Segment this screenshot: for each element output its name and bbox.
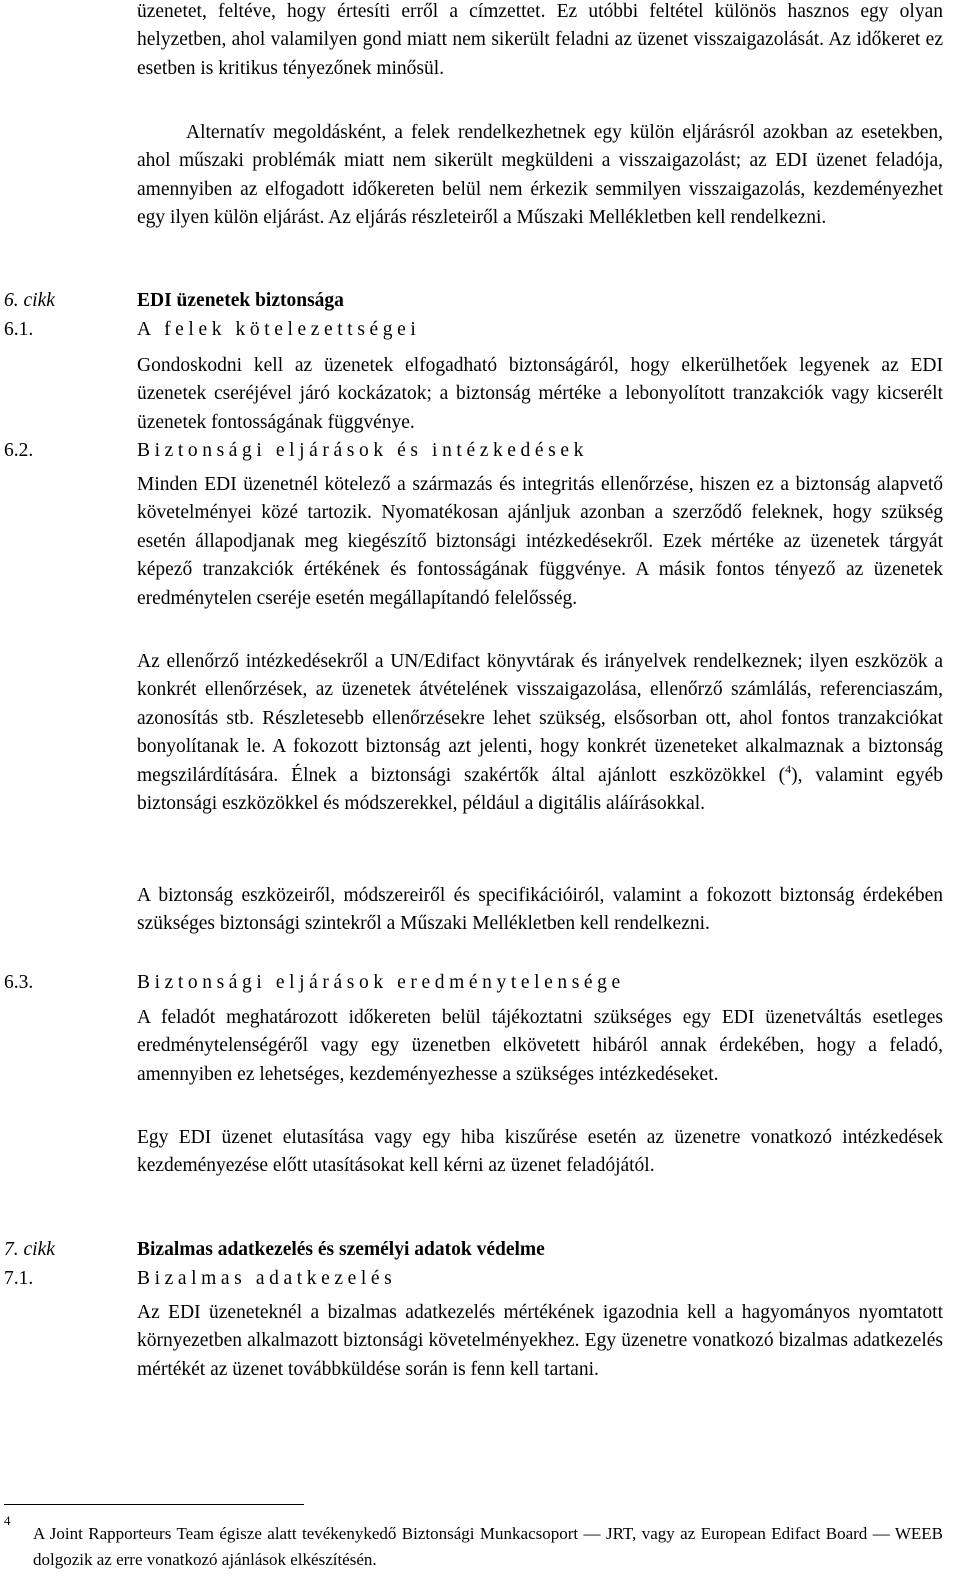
section-6-1-number: 6.1. xyxy=(4,319,34,340)
section-6-2-paragraph-2-text-b: ), valamint egyéb biztonsági eszközökkel és módszerekkel, például a digitális aláírásokkal. xyxy=(137,764,943,815)
intro-paragraph-2: Alternatív megoldásként, a felek rendelkezhetnek egy külön eljárásról azokban az esetekben, ahol műszaki problémák miatt nem sikerült megküldeni a visszaigazolást; az EDI üzenet feladója, amennyiben az elfogadott időkereten belül nem érkezik semmilyen visszaigazolás, kezdeményezhet egy ilyen külön eljárást. Az eljárás részleteiről a Műszaki Mellékletben kell rendelkezni. xyxy=(137,122,943,229)
section-6-2-paragraph-3: A biztonság eszközeiről, módszereiről és specifikációiról, valamint a fokozott biztonság érdekében szükséges biztonsági szintekről a Műszaki Mellékletben kell rendelkezni. xyxy=(137,885,943,935)
article-6-number: 6. cikk xyxy=(4,290,55,311)
footnote-text: A Joint Rapporteurs Team égisze alatt tevékenykedő Biztonsági Munkacsoport — JRT, vagy az European Edifact Board — WEEB dolgozik az erre vonatkozó ajánlások elkészítésén. xyxy=(33,1524,943,1569)
section-7-1-paragraph: Az EDI üzeneteknél a bizalmas adatkezelés mértékének igazodnia kell a hagyományos nyomtatott környezetben alkalmazott biztonsági követelményekhez. Egy üzenetre vonatkozó bizalmas adatkezelés mértékét az üzenet továbbküldése során is fenn kell tartani. xyxy=(137,1302,943,1380)
section-6-3-title: Biztonsági eljárások eredménytelensége xyxy=(137,972,625,993)
section-6-2-paragraph-1: Minden EDI üzenetnél kötelező a származás és integritás ellenőrzése, hiszen ez a biztonság alapvető követelményei közé tartozik. Nyomatékosan ajánljuk azonban a szerződő feleknek, hogy szükség esetén állapodjanak meg kiegészítő biztonsági intézkedésekről. Ezek mértéke az üzenetek tárgyát képező tranzakciók értékének és fontosságának függvénye. A másik fontos tényező az üzenetek eredménytelen cseréje esetén megállapítandó felelősség. xyxy=(137,474,943,609)
section-6-2-paragraph-2-text-a: Az ellenőrző intézkedésekről a UN/Edifact könyvtárak és irányelvek rendelkeznek; ilyen eszközök a konkrét ellenőrzések, az üzenetek átvételének visszaigazolása, ellenőrző számlálás, referenciaszám, azonosítás stb. Részletesebb ellenőrzésekre lehet szükség, elsősorban ott, ahol fontos tranzakciókat bonyolítanak le. A fokozott biztonság azt jelenti, hogy konkrét üzeneteket alkalmaznak a biztonság megszilárdítására. Élnek a biztonsági szakértők által ajánlott eszközökkel ( xyxy=(137,651,943,786)
section-7-1-title: Bizalmas adatkezelés xyxy=(137,1268,397,1289)
section-6-3-paragraph-2: Egy EDI üzenet elutasítása vagy egy hiba kiszűrése esetén az üzenetre vonatkozó intézkedések kezdeményezése előtt utasításokat kell kérni az üzenet feladójától. xyxy=(137,1127,943,1177)
section-6-2-title: Biztonsági eljárások és intézkedések xyxy=(137,440,588,461)
section-7-1-number: 7.1. xyxy=(4,1268,34,1289)
section-6-2-paragraph-2 xyxy=(137,648,943,818)
section-6-1-paragraph: Gondoskodni kell az üzenetek elfogadható biztonságáról, hogy elkerülhetőek legyenek az EDI üzenetek cseréjével járó kockázatok; a biztonság mértéke a lebonyolított tranzakciók vagy kicserélt üzenetek fontosságának függvénye. xyxy=(137,355,943,433)
footnote-reference: 4 xyxy=(785,761,792,776)
section-6-1-title: A felek kötelezettségei xyxy=(137,319,421,340)
footnote-separator xyxy=(4,1504,304,1505)
section-6-3-number: 6.3. xyxy=(4,972,34,993)
article-7-title: Bizalmas adatkezelés és személyi adatok védelme xyxy=(137,1239,545,1260)
section-6-2-number: 6.2. xyxy=(4,440,34,461)
intro-paragraph-1: üzenetet, feltéve, hogy értesíti erről a címzettet. Ez utóbbi feltétel különös hasznos egy olyan helyzetben, ahol valamilyen gond miatt nem sikerült feladni az üzenet visszaigazolását. Az időkeret ez esetben is kritikus tényezőnek minősül. xyxy=(137,1,943,79)
article-6-title: EDI üzenetek biztonsága xyxy=(137,290,344,311)
footnote-mark: 4 xyxy=(4,1513,11,1528)
section-6-3-paragraph-1: A feladót meghatározott időkereten belül tájékoztatni szükséges egy EDI üzenetváltás esetleges eredménytelenségéről vagy egy üzenetben elkövetett hibáról annak érdekében, hogy a feladó, amennyiben ez lehetséges, kezdeményezhesse a szükséges intézkedéseket. xyxy=(137,1007,943,1085)
article-7-number: 7. cikk xyxy=(4,1239,55,1260)
